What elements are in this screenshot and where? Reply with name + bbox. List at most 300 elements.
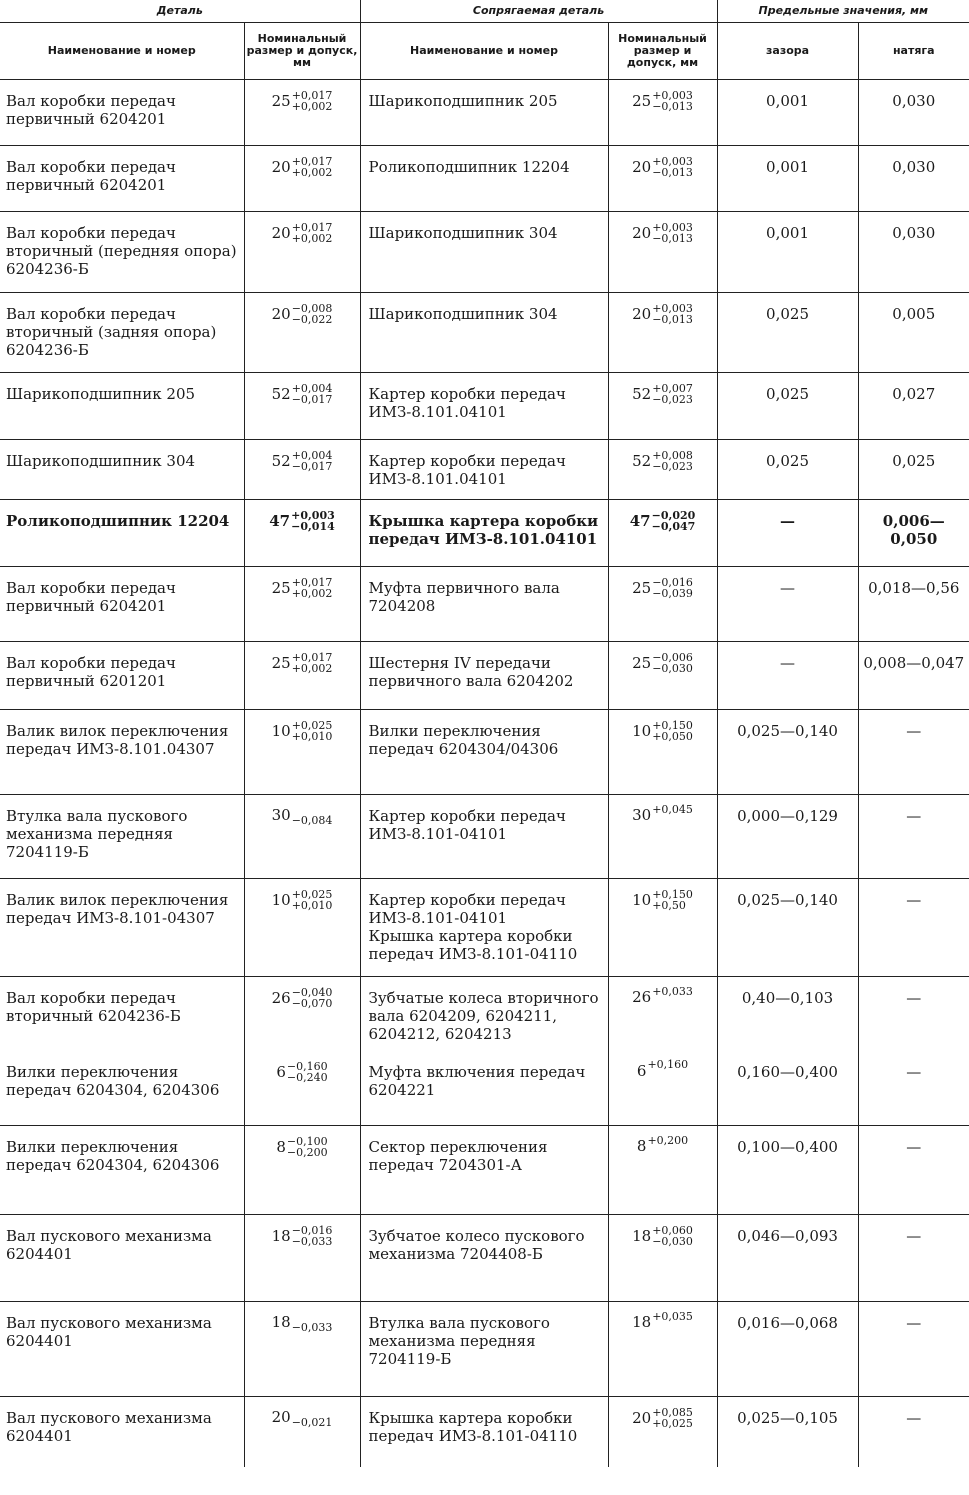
table-row: [0, 1051, 969, 1126]
detail-lower-deviation: −0,084: [291, 813, 333, 827]
table-row: [0, 567, 969, 642]
detail-lower-deviation: +0,002: [291, 232, 333, 245]
mating-lower-deviation: −0,023: [652, 393, 693, 406]
mating-upper-deviation: +0,150: [652, 719, 693, 732]
mating-upper-deviation: +0,200: [647, 1133, 689, 1147]
mating-lower-deviation: −0,023: [652, 460, 693, 473]
mating-size: [632, 984, 693, 1006]
interference-value: 0,030: [858, 80, 969, 146]
detail-name-cell: Вал коробки передач вторичный (задняя опора) 6204236-Б: [0, 293, 244, 373]
mating-nominal: 20: [632, 224, 652, 242]
mating-size-cell: [608, 567, 717, 642]
mating-size: [632, 889, 693, 911]
detail-nominal: 18: [271, 1227, 291, 1245]
detail-deviations: [292, 720, 333, 742]
mating-name-cell: [360, 373, 608, 440]
mating-lower-deviation: −0,030: [652, 1235, 693, 1248]
detail-size-cell: [244, 1051, 360, 1126]
gap-value: 0,025—0,140: [717, 710, 858, 795]
mating-name-cell: [360, 1215, 608, 1302]
gap-value: 0,001: [717, 212, 858, 293]
mating-deviations: [652, 652, 693, 674]
mating-name-line: Зубчатое колесо пускового механизма 7204408-Б: [368, 1227, 585, 1263]
gap-value: 0,025—0,140: [717, 879, 858, 977]
detail-deviations: [292, 652, 333, 674]
header-detail: Деталь: [0, 0, 360, 23]
mating-size-cell: [608, 1051, 717, 1126]
mating-size-cell: [608, 293, 717, 373]
mating-name-cell: [360, 440, 608, 500]
mating-deviations: [652, 450, 693, 472]
interference-value: 0,030: [858, 212, 969, 293]
detail-nominal: 20: [271, 305, 291, 323]
detail-lower-deviation: −0,022: [291, 313, 333, 326]
header-size-mating: Номинальный размер и допуск, мм: [608, 23, 717, 80]
mating-name-line: Муфта первичного вала 7204208: [368, 579, 560, 615]
mating-size: [632, 156, 693, 178]
detail-size-cell: [244, 80, 360, 146]
gap-value: 0,160—0,400: [717, 1051, 858, 1126]
detail-name-cell: Валик вилок переключения передач ИМЗ-8.101-04307: [0, 879, 244, 977]
detail-upper-deviation: −0,160: [286, 1059, 328, 1073]
detail-nominal: 25: [271, 654, 291, 672]
mating-name-cell: [360, 795, 608, 879]
detail-upper-deviation: −0,016: [291, 1224, 333, 1237]
table-row: [0, 642, 969, 710]
interference-value: 0,030: [858, 146, 969, 212]
mating-upper-deviation: +0,160: [647, 1058, 689, 1071]
mating-size: [630, 510, 696, 532]
mating-nominal: 52: [632, 452, 652, 470]
detail-nominal: 6: [276, 1062, 286, 1081]
gap-value: —: [717, 500, 858, 567]
detail-upper-deviation: +0,004: [291, 382, 333, 395]
mating-size: [636, 1058, 689, 1080]
gap-value: —: [717, 642, 858, 710]
mating-size-cell: [608, 373, 717, 440]
detail-lower-deviation: +0,002: [291, 587, 333, 600]
detail-lower-deviation: +0,002: [291, 166, 333, 179]
mating-size: [632, 652, 693, 674]
detail-name-cell: Шарикоподшипник 205: [0, 373, 244, 440]
mating-lower-deviation: −0,047: [651, 520, 696, 533]
detail-upper-deviation: +0,004: [291, 449, 333, 462]
table-row: [0, 440, 969, 500]
detail-name-cell: Вилки переключения передач 6204304, 6204306: [0, 1126, 244, 1215]
mating-name-cell: [360, 1126, 608, 1215]
detail-name-cell: Вал коробки передач первичный 6204201: [0, 567, 244, 642]
detail-name-cell: Вал коробки передач первичный 6204201: [0, 80, 244, 146]
mating-size: [632, 1225, 693, 1247]
detail-size-cell: [244, 642, 360, 710]
mating-nominal: 18: [632, 1227, 652, 1245]
mating-nominal: 18: [632, 1313, 652, 1331]
mating-name-cell: [360, 710, 608, 795]
mating-upper-deviation: +0,003: [652, 221, 693, 234]
detail-size-cell: [244, 212, 360, 293]
mating-upper-deviation: +0,003: [652, 302, 693, 315]
interference-value: 0,008—0,047: [858, 642, 969, 710]
mating-nominal: 25: [632, 654, 652, 672]
detail-size: [271, 806, 333, 827]
mating-name-cell: [360, 146, 608, 212]
detail-lower-deviation: −0,033: [291, 1320, 333, 1334]
detail-name-cell: Втулка вала пускового механизма передняя 7204119-Б: [0, 795, 244, 879]
detail-size-cell: [244, 1302, 360, 1397]
mating-name-line: Сектор переключения передач 7204301-А: [368, 1138, 548, 1174]
header-size-detail: Номинальный размер и допуск, мм: [244, 23, 360, 80]
mating-name-line: Картер коробки передач ИМЗ-8.101-04101: [368, 807, 566, 843]
mating-lower-deviation: +0,50: [652, 899, 686, 912]
mating-name-line: Муфта включения передач 6204221: [368, 1062, 586, 1099]
interference-value: —: [858, 795, 969, 879]
mating-lower-deviation: −0,039: [652, 587, 693, 600]
mating-size: [632, 577, 693, 599]
detail-deviations: [292, 577, 333, 599]
gap-value: 0,016—0,068: [717, 1302, 858, 1397]
mating-name-line: Шестерня IV передачи первичного вала 6204202: [368, 654, 574, 690]
mating-lower-deviation: −0,013: [652, 232, 693, 245]
detail-name-cell: Вал коробки передач первичный 6204201: [0, 146, 244, 212]
mating-lower-deviation: −0,013: [652, 166, 693, 179]
mating-upper-deviation: +0,045: [652, 802, 693, 816]
detail-size-cell: [244, 146, 360, 212]
detail-size-cell: [244, 977, 360, 1051]
mating-deviations: [652, 889, 693, 911]
interference-value: —: [858, 1397, 969, 1467]
detail-size-cell: [244, 500, 360, 567]
mating-name-line: Картер коробки передач ИМЗ-8.101.04101: [368, 452, 566, 488]
table-row: [0, 212, 969, 293]
table-row: [0, 879, 969, 977]
mating-upper-deviation: +0,060: [652, 1224, 693, 1237]
mating-size: [632, 303, 693, 325]
mating-name-line: Вилки переключения передач 6204304/04306: [368, 722, 559, 758]
detail-name-cell: Шарикоподшипник 304: [0, 440, 244, 500]
table-row: [0, 373, 969, 440]
mating-size-cell: [608, 795, 717, 879]
header-limits: Предельные значения, мм: [717, 0, 969, 23]
mating-upper-deviation: +0,003: [652, 89, 693, 102]
mating-size: [632, 802, 693, 824]
gap-value: 0,000—0,129: [717, 795, 858, 879]
detail-size: [272, 1225, 333, 1247]
detail-lower-deviation: −0,200: [286, 1146, 328, 1159]
gap-value: 0,40—0,103: [717, 977, 858, 1051]
detail-upper-deviation: +0,017: [291, 576, 333, 589]
mating-nominal: 52: [632, 385, 652, 403]
interference-value: —: [858, 1126, 969, 1215]
mating-size: [632, 450, 693, 472]
table-row: [0, 1397, 969, 1467]
detail-nominal: 8: [276, 1138, 286, 1156]
detail-lower-deviation: −0,240: [286, 1070, 328, 1084]
detail-nominal: 47: [269, 512, 291, 530]
table-row: [0, 80, 969, 146]
detail-lower-deviation: −0,033: [291, 1235, 333, 1248]
mating-deviations: [652, 577, 693, 599]
detail-lower-deviation: −0,021: [291, 1415, 333, 1429]
mating-lower-deviation: −0,013: [652, 313, 693, 326]
detail-name-cell: Валик вилок переключения передач ИМЗ-8.101.04307: [0, 710, 244, 795]
interference-value: 0,025: [858, 440, 969, 500]
mating-name-line: Картер коробки передач ИМЗ-8.101-04101: [368, 891, 566, 927]
header-name-detail: Наименование и номер: [0, 23, 244, 80]
mating-name-cell: [360, 879, 608, 977]
detail-size-cell: [244, 879, 360, 977]
interference-value: 0,005: [858, 293, 969, 373]
detail-upper-deviation: −0,100: [286, 1135, 328, 1148]
detail-deviations: [292, 889, 333, 911]
mating-size: [636, 1133, 689, 1155]
detail-deviations: [292, 987, 333, 1009]
interference-value: —: [858, 1051, 969, 1126]
detail-size: [271, 1408, 333, 1429]
mating-nominal: 26: [632, 988, 652, 1006]
mating-name-line: Крышка картера коробки передач ИМЗ-8.101.04101: [368, 512, 599, 548]
interference-value: —: [858, 710, 969, 795]
detail-lower-deviation: −0,017: [291, 460, 333, 473]
detail-lower-deviation: −0,014: [291, 520, 335, 533]
detail-lower-deviation: +0,010: [291, 899, 333, 912]
detail-name-cell: Вал пускового механизма 6204401: [0, 1397, 244, 1467]
detail-name-cell: Вал коробки передач вторичный (передняя опора) 6204236-Б: [0, 212, 244, 293]
mating-upper-deviation: +0,008: [652, 449, 693, 462]
mating-nominal: 47: [629, 512, 651, 530]
detail-size: [272, 450, 333, 472]
detail-size: [272, 577, 333, 599]
detail-nominal: 10: [271, 722, 291, 740]
detail-upper-deviation: +0,003: [291, 509, 335, 522]
mating-nominal: 10: [632, 722, 652, 740]
detail-size-cell: [244, 440, 360, 500]
detail-size: [276, 1136, 327, 1158]
interference-value: —: [858, 977, 969, 1051]
detail-deviations: [292, 156, 333, 178]
mating-name-cell: [360, 1302, 608, 1397]
detail-size: [272, 383, 333, 405]
detail-nominal: 52: [271, 385, 291, 403]
gap-value: 0,025—0,105: [717, 1397, 858, 1467]
detail-name-cell: Вал коробки передач первичный 6201201: [0, 642, 244, 710]
detail-deviations: [292, 1225, 333, 1247]
detail-upper-deviation: +0,017: [291, 155, 333, 168]
mating-size-cell: [608, 710, 717, 795]
mating-size-cell: [608, 440, 717, 500]
mating-name-line: Крышка картера коробки передач ИМЗ-8.101-04110: [368, 927, 578, 963]
gap-value: 0,001: [717, 146, 858, 212]
mating-lower-deviation: +0,050: [652, 730, 693, 743]
detail-upper-deviation: +0,025: [291, 888, 333, 901]
detail-lower-deviation: +0,002: [291, 100, 333, 113]
mating-lower-deviation: −0,030: [652, 662, 693, 675]
mating-name-line: Картер коробки передач ИМЗ-8.101.04101: [368, 385, 566, 421]
detail-nominal: 20: [271, 158, 291, 176]
table-row: [0, 1126, 969, 1215]
detail-size: [272, 889, 333, 911]
mating-name-cell: [360, 642, 608, 710]
mating-upper-deviation: +0,150: [652, 888, 693, 901]
detail-nominal: 10: [271, 891, 291, 909]
mating-size-cell: [608, 977, 717, 1051]
mating-name-cell: [360, 80, 608, 146]
mating-deviations: [652, 1225, 693, 1247]
mating-size-cell: [608, 1126, 717, 1215]
interference-value: —: [858, 879, 969, 977]
mating-nominal: 10: [632, 891, 652, 909]
mating-name-cell: [360, 500, 608, 567]
detail-size: [271, 1313, 333, 1334]
mating-name-line: Шарикоподшипник 205: [368, 92, 558, 110]
mating-deviations: [652, 510, 696, 532]
detail-nominal: 20: [271, 224, 291, 242]
mating-nominal: 30: [632, 806, 652, 824]
mating-size-cell: [608, 146, 717, 212]
gap-value: 0,025: [717, 440, 858, 500]
detail-size: [272, 222, 333, 244]
mating-name-cell: [360, 212, 608, 293]
mating-nominal: 8: [636, 1137, 647, 1155]
mating-upper-deviation: +0,035: [652, 1309, 693, 1323]
detail-upper-deviation: +0,017: [291, 221, 333, 234]
interference-value: 0,006—0,050: [858, 500, 969, 567]
detail-deviations: [292, 383, 333, 405]
detail-upper-deviation: +0,017: [291, 89, 333, 102]
interference-value: —: [858, 1215, 969, 1302]
mating-upper-deviation: +0,033: [652, 984, 693, 998]
table-row: [0, 795, 969, 879]
interference-value: 0,018—0,56: [858, 567, 969, 642]
detail-nominal: 25: [271, 579, 291, 597]
detail-deviations: [287, 1061, 328, 1083]
detail-deviations: [291, 510, 335, 532]
mating-size: [632, 90, 693, 112]
mating-upper-deviation: −0,006: [652, 651, 693, 664]
detail-deviations: [292, 450, 333, 472]
detail-upper-deviation: −0,040: [291, 986, 333, 999]
mating-size-cell: [608, 642, 717, 710]
detail-size-cell: [244, 1397, 360, 1467]
mating-name-line: Шарикоподшипник 304: [368, 224, 558, 242]
detail-name-cell: Роликоподшипник 12204: [0, 500, 244, 567]
detail-name-cell: Вал коробки передач вторичный 6204236-Б: [0, 977, 244, 1051]
mating-deviations: [652, 1407, 693, 1429]
gap-value: —: [717, 567, 858, 642]
detail-name-cell: Вал пускового механизма 6204401: [0, 1302, 244, 1397]
detail-deviations: [287, 1136, 328, 1158]
detail-nominal: 30: [271, 806, 291, 824]
detail-name-cell: Вал пускового механизма 6204401: [0, 1215, 244, 1302]
table-row: [0, 1302, 969, 1397]
mating-size: [632, 222, 693, 244]
mating-name-cell: [360, 977, 608, 1051]
mating-name-line: Роликоподшипник 12204: [368, 158, 570, 176]
table-row: [0, 710, 969, 795]
detail-size: [272, 652, 333, 674]
table-row: [0, 1215, 969, 1302]
mating-deviations: [652, 90, 693, 112]
mating-size: [632, 383, 693, 405]
mating-size: [632, 720, 693, 742]
table-row: [0, 500, 969, 567]
mating-upper-deviation: +0,003: [652, 155, 693, 168]
gap-value: 0,025: [717, 373, 858, 440]
mating-name-line: Шарикоподшипник 304: [368, 305, 558, 323]
detail-size: [272, 987, 333, 1009]
detail-upper-deviation: +0,025: [291, 719, 333, 732]
detail-name-cell: Вилки переключения передач 6204304, 6204306: [6, 1062, 220, 1099]
header-name-mating: Наименование и номер: [360, 23, 608, 80]
detail-upper-deviation: +0,017: [291, 651, 333, 664]
interference-value: —: [858, 1302, 969, 1397]
mating-size-cell: [608, 212, 717, 293]
header-gap: зазора: [717, 23, 858, 80]
mating-name-line: Втулка вала пускового механизма передняя 7204119-Б: [368, 1314, 550, 1368]
mating-size-cell: [608, 1302, 717, 1397]
detail-deviations: [292, 90, 333, 112]
mating-name-line: Зубчатые колеса вторичного вала 6204209, 6204211, 6204212, 6204213: [368, 989, 599, 1043]
interference-value: 0,027: [858, 373, 969, 440]
gap-value: 0,025: [717, 293, 858, 373]
detail-nominal: 20: [271, 1408, 291, 1426]
mating-lower-deviation: −0,013: [652, 100, 693, 113]
detail-lower-deviation: +0,002: [291, 662, 333, 675]
mating-name-cell: [360, 293, 608, 373]
table-row: [0, 146, 969, 212]
detail-nominal: 52: [271, 452, 291, 470]
mating-size-cell: [608, 80, 717, 146]
mating-upper-deviation: +0,007: [652, 382, 693, 395]
mating-deviations: [652, 383, 693, 405]
mating-deviations: [652, 720, 693, 742]
mating-deviations: [652, 156, 693, 178]
detail-size-cell: [244, 373, 360, 440]
mating-name-cell: [360, 1397, 608, 1467]
mating-upper-deviation: +0,085: [652, 1406, 693, 1419]
detail-upper-deviation: −0,008: [291, 302, 333, 315]
detail-deviations: [292, 222, 333, 244]
mating-deviations: [652, 222, 693, 244]
detail-size: [272, 303, 333, 325]
mating-size-cell: [608, 1215, 717, 1302]
mating-size: [632, 1407, 693, 1429]
detail-lower-deviation: −0,070: [291, 997, 333, 1010]
detail-size: [272, 720, 333, 742]
mating-size-cell: [608, 500, 717, 567]
detail-size-cell: [244, 795, 360, 879]
detail-size-cell: [244, 567, 360, 642]
detail-size-cell: [244, 1215, 360, 1302]
detail-nominal: 25: [271, 92, 291, 110]
detail-size: [269, 510, 335, 532]
mating-size-cell: [608, 1397, 717, 1467]
header-mating: Сопрягаемая деталь: [360, 0, 717, 23]
detail-lower-deviation: −0,017: [291, 393, 333, 406]
detail-size: [272, 90, 333, 112]
mating-nominal: 20: [632, 158, 652, 176]
header-interference: натяга: [858, 23, 969, 80]
detail-size: [272, 156, 333, 178]
detail-deviations: [292, 303, 333, 325]
mating-deviations: [652, 303, 693, 325]
mating-nominal: 25: [632, 92, 652, 110]
mating-upper-deviation: −0,020: [651, 509, 696, 522]
mating-nominal: 20: [632, 1409, 652, 1427]
mating-name-line: Крышка картера коробки передач ИМЗ-8.101-04110: [368, 1409, 578, 1445]
table-row: [0, 977, 969, 1051]
mating-nominal: 6: [636, 1061, 647, 1080]
detail-size-cell: [244, 710, 360, 795]
